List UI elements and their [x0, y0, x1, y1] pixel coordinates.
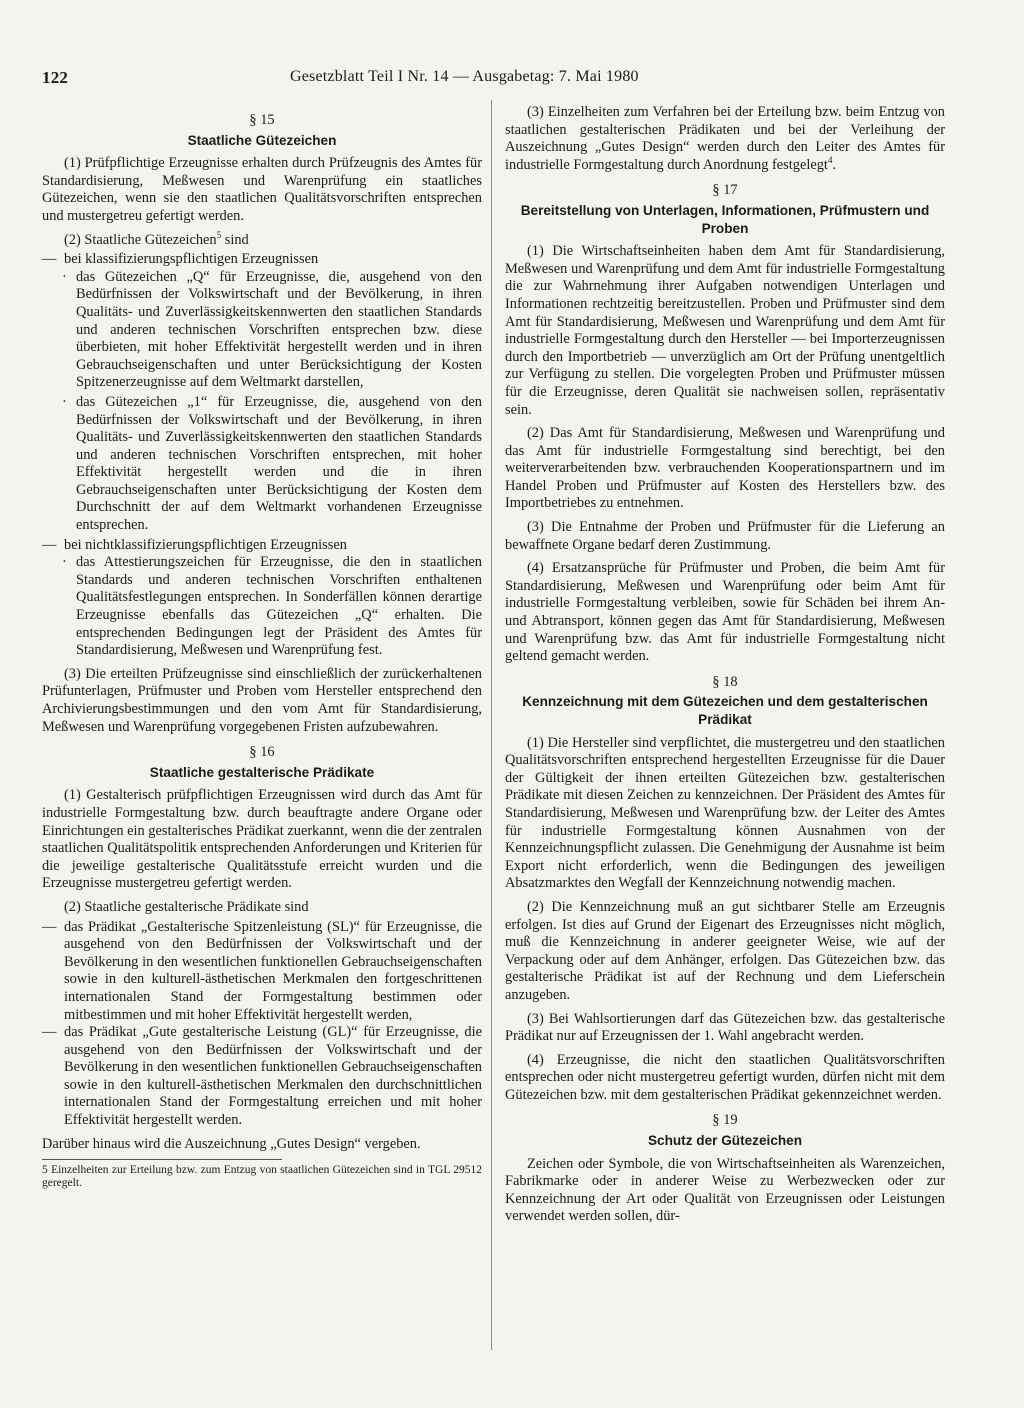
footnote-rule: [42, 1159, 282, 1160]
section-15-paragraph-3: (3) Die erteilten Prüfzeugnisse sind einschließlich der zurückerhaltenen Prüfunterlagen, Prüfmuster und Proben vom Hersteller entsprechend den Archivierungsbestimmungen und den vom Amt für Standardisierung, Meßwesen und Warenprüfung vorgegebenen Fristen aufzubewahren.: [42, 665, 482, 735]
section-19-paragraph-1: Zeichen oder Symbole, die von Wirtschaftseinheiten als Warenzeichen, Fabrikmarke oder in anderer Weise zu Werbezwecken oder zur Kennzeichnung der Art oder Qualität von Erzeugnissen oder Leistungen verwendet werden sollen, dür-: [505, 1155, 945, 1225]
section-17-paragraph-2: (2) Das Amt für Standardisierung, Meßwesen und Warenprüfung und das Amt für industrielle Formgestaltung sind berechtigt, bei den weiterverarbeitenden bzw. verbrauchenden Kooperationspartnern und im Handel Proben und Prüfmuster auf Kosten des Herstellers bzw. des Importbetriebes zu entnehmen.: [505, 425, 945, 512]
section-17-paragraph-3: (3) Die Entnahme der Proben und Prüfmuster für die Lieferung an bewaffnete Organe bedarf deren Zustimmung.: [505, 519, 945, 553]
section-15-paragraph-2: (2) Staatliche Gütezeichen$^5$ sind: [64, 229, 249, 248]
section-17-number: § 17: [712, 182, 738, 199]
section-18-paragraph-3: (3) Bei Wahlsortierungen darf das Gütezeichen bzw. das gestalterische Prädikat nur auf Erzeugnissen der 1. Wahl angebracht werden.: [505, 1010, 945, 1045]
section-17-title: Bereitstellung von Unterlagen, Informationen, Prüfmustern und Proben: [520, 202, 930, 236]
section-16-paragraph-3: (3) Einzelheiten zum Verfahren bei der Erteilung bzw. beim Entzug von staatlichen gestalterischen Prädikaten und bei der Verleihung der Auszeichnung „Gutes Design“ werden durch den Leiter des Amtes für industrielle Formgestaltung durch Anordnung festgelegt$^4$.: [505, 104, 945, 173]
section-16-title: Staatliche gestalterische Prädikate: [149, 764, 375, 780]
list-subitem: · das Gütezeichen „Q“ für Erzeugnisse, die, ausgehend von den Bedürfnissen der Volkswirtschaft und der Bevölkerung, in ihren Qualitäts- und Zuverlässigkeitskennwerten den staatlichen Standards und anderen technischen Vorschriften entsprechen bzw. diese überbieten, mit hoher Effektivität hergestellt werden und in ihren Gebrauchseigenschaften und unter Berücksichtigung der Kosten Spitzenerzeugnisse auf dem Weltmarkt darstellen,: [62, 268, 482, 391]
section-15-title: Staatliche Gütezeichen: [187, 132, 337, 148]
footnote: 5 Einzelheiten zur Erteilung bzw. zum Entzug von staatlichen Gütezeichen sind in TGL 29512 geregelt.: [42, 1164, 482, 1190]
column-divider: [491, 100, 492, 1350]
page-number: 122: [42, 68, 69, 87]
list-subitem: · das Gütezeichen „1“ für Erzeugnisse, die, ausgehend von den Bedürfnissen der Volkswirtschaft und der Bevölkerung, in ihren Qualitäts- und Zuverlässigkeitskennwerten den staatlichen Standards und anderen technischen Vorschriften entsprechen, mit hoher Effektivität hergestellt werden und die in ihren Gebrauchseigenschaften unter Berücksichtigung der Kosten dem Durchschnitt der auf dem Weltmarkt vorhandenen Erzeugnisse entsprechen.: [62, 393, 482, 534]
section-18-paragraph-4: (4) Erzeugnisse, die nicht den staatlichen Qualitätsvorschriften entsprechen oder nicht mustergetreu gefertigt wurden, dürfen nicht mit dem Gütezeichen bzw. mit dem gestalterischen Prädikat gekennzeichnet werden.: [505, 1051, 945, 1103]
section-18-number: § 18: [712, 673, 738, 690]
section-18-paragraph-2: (2) Die Kennzeichnung muß an gut sichtbarer Stelle am Erzeugnis erfolgen. Ist dies auf Grund der Eigenart des Erzeugnisses nicht möglich, muß die Kennzeichnung in anderer geeigneter Weise, wie auf der Verpackung oder auf dem Anhänger, erfolgen. Das Gütezeichen bzw. das gestalterische Prädikat ist auf der Rechnung und dem Lieferschein anzugeben.: [505, 898, 945, 1003]
section-16-paragraph-2: (2) Staatliche gestalterische Prädikate sind: [64, 898, 309, 915]
section-16-number: § 16: [249, 744, 275, 761]
section-15-paragraph-1: (1) Prüfpflichtige Erzeugnisse erhalten durch Prüfzeugnis des Amtes für Standardisierung, Meßwesen und Warenprüfung ein staatliches Gütezeichen, wenn sie den staatlichen Qualitätsvorschriften entsprechen und mustergetreu gefertigt werden.: [42, 155, 482, 224]
section-19-number: § 19: [712, 1112, 738, 1129]
section-17-paragraph-1: (1) Die Wirtschaftseinheiten haben dem Amt für Standardisierung, Meßwesen und Warenprüfung und dem Amt für industrielle Formgestaltung die zur Wahrnehmung ihrer Aufgaben notwendigen Unterlagen und Informationen rechtzeitig bereitzustellen. Proben und Prüfmuster sind dem Amt für Standardisierung, Meßwesen und Warenprüfung und dem Amt für industrielle Formgestaltung durch den Hersteller — bei Importerzeugnissen durch den Importbetrieb — unverzüglich am Ort der Prüfung unentgeltlich zur Verfügung zu stellen. Die vorgelegten Proben und Prüfmuster müssen für die Erzeugnisse, deren Qualität sie nachweisen sollen, repräsentativ sein.: [505, 243, 945, 418]
list-item: — bei nichtklassifizierungspflichtigen Erzeugnissen: [42, 536, 347, 553]
section-18-paragraph-1: (1) Die Hersteller sind verpflichtet, die mustergetreu und den staatlichen Qualitätsvorschriften entsprechend hergestellten Erzeugnisse für die Dauer der Gültigkeit der ihnen erteilten Gütezeichen bzw. gestalterischen Prädikate mit diesen Zeichen zu kennzeichnen. Der Präsident des Amtes für Standardisierung, Meßwesen und Warenprüfung bzw. der Leiter des Amtes für industrielle Formgestaltung können Ausnahmen von der Kennzeichnungspflicht zulassen. Die Genehmigung der Ausnahme ist beim Export nicht erforderlich, wenn die Bedingungen des jeweiligen Absatzmarktes den Wegfall der Kennzeichnung notwendig machen.: [505, 734, 945, 892]
left-column: [42, 104, 482, 1190]
section-19-title: Schutz der Gütezeichen: [647, 1133, 803, 1149]
list-item: — bei klassifizierungspflichtigen Erzeugnissen: [42, 251, 319, 268]
list-item: — das Prädikat „Gute gestalterische Leistung (GL)“ für Erzeugnisse, die ausgehend von den Bedürfnissen der Volkswirtschaft und der Bevölkerung in den wesentlichen funktionellen Gebrauchseigenschaften sowie in den kulturell-ästhetischen Merkmalen den durchschnittlichen internationalen Stand der Formgestaltung erreichen und mit hoher Effektivität hergestellt werden.: [42, 1024, 482, 1129]
list-item: — das Prädikat „Gestalterische Spitzenleistung (SL)“ für Erzeugnisse, die ausgehend von den Bedürfnissen der Volkswirtschaft und der Bevölkerung in den wesentlichen funktionellen Gebrauchseigenschaften sowie in den kulturell-ästhetischen Merkmalen den fortgeschrittenen internationalen Stand der Formgestaltung bestimmen oder mitbestimmen und mit hoher Effektivität hergestellt werden,: [42, 918, 482, 1023]
footnote-ref-5: 5: [216, 229, 222, 240]
section-16-paragraph-1: (1) Gestalterisch prüfpflichtigen Erzeugnissen wird durch das Amt für industrielle Formgestaltung bzw. durch beauftragte andere Organe oder Einrichtungen ein gestalterisches Prädikat zuerkannt, wenn die der zentralen staatlichen Qualitätspolitik entsprechenden Anforderungen und Kriterien für die jeweilige gestalterische Qualitätsstufe erreicht wurden und die Erzeugnisse mustergetreu gefertigt werden.: [42, 787, 482, 892]
running-title: Gesetzblatt Teil I Nr. 14 — Ausgabetag: 7. Mai 1980: [290, 68, 639, 85]
section-17-paragraph-4: (4) Ersatzansprüche für Prüfmuster und Proben, die beim Amt für Standardisierung, Meßwesen und Warenprüfung oder beim Amt für industrielle Formgestaltung verbleiben, sowie für Schäden bei ihrem An- und Abtransport, können gegen das Amt für Standardisierung, Meßwesen und Warenprüfung bzw. das Amt für industrielle Formgestaltung nicht geltend gemacht werden.: [505, 560, 945, 665]
page-header: [42, 68, 982, 92]
section-15-number: § 15: [249, 112, 275, 128]
footnote-ref-4: 4: [827, 154, 833, 165]
section-18-title: Kennzeichnung mit dem Gütezeichen und dem gestalterischen Prädikat: [522, 694, 928, 727]
right-column: [505, 104, 945, 1232]
section-16-closing: Darüber hinaus wird die Auszeichnung „Gutes Design“ vergeben.: [42, 1135, 421, 1152]
list-subitem: · das Attestierungszeichen für Erzeugnisse, die den in staatlichen Standards und anderen technischen Vorschriften enthaltenen Qualitätsfestlegungen entsprechen. In Sonderfällen können derartige Erzeugnisse ebenfalls das Gütezeichen „Q“ erhalten. Die entsprechenden Bedingungen legt der Präsident des Amtes für Standardisierung, Meßwesen und Warenprüfung fest.: [62, 554, 482, 659]
